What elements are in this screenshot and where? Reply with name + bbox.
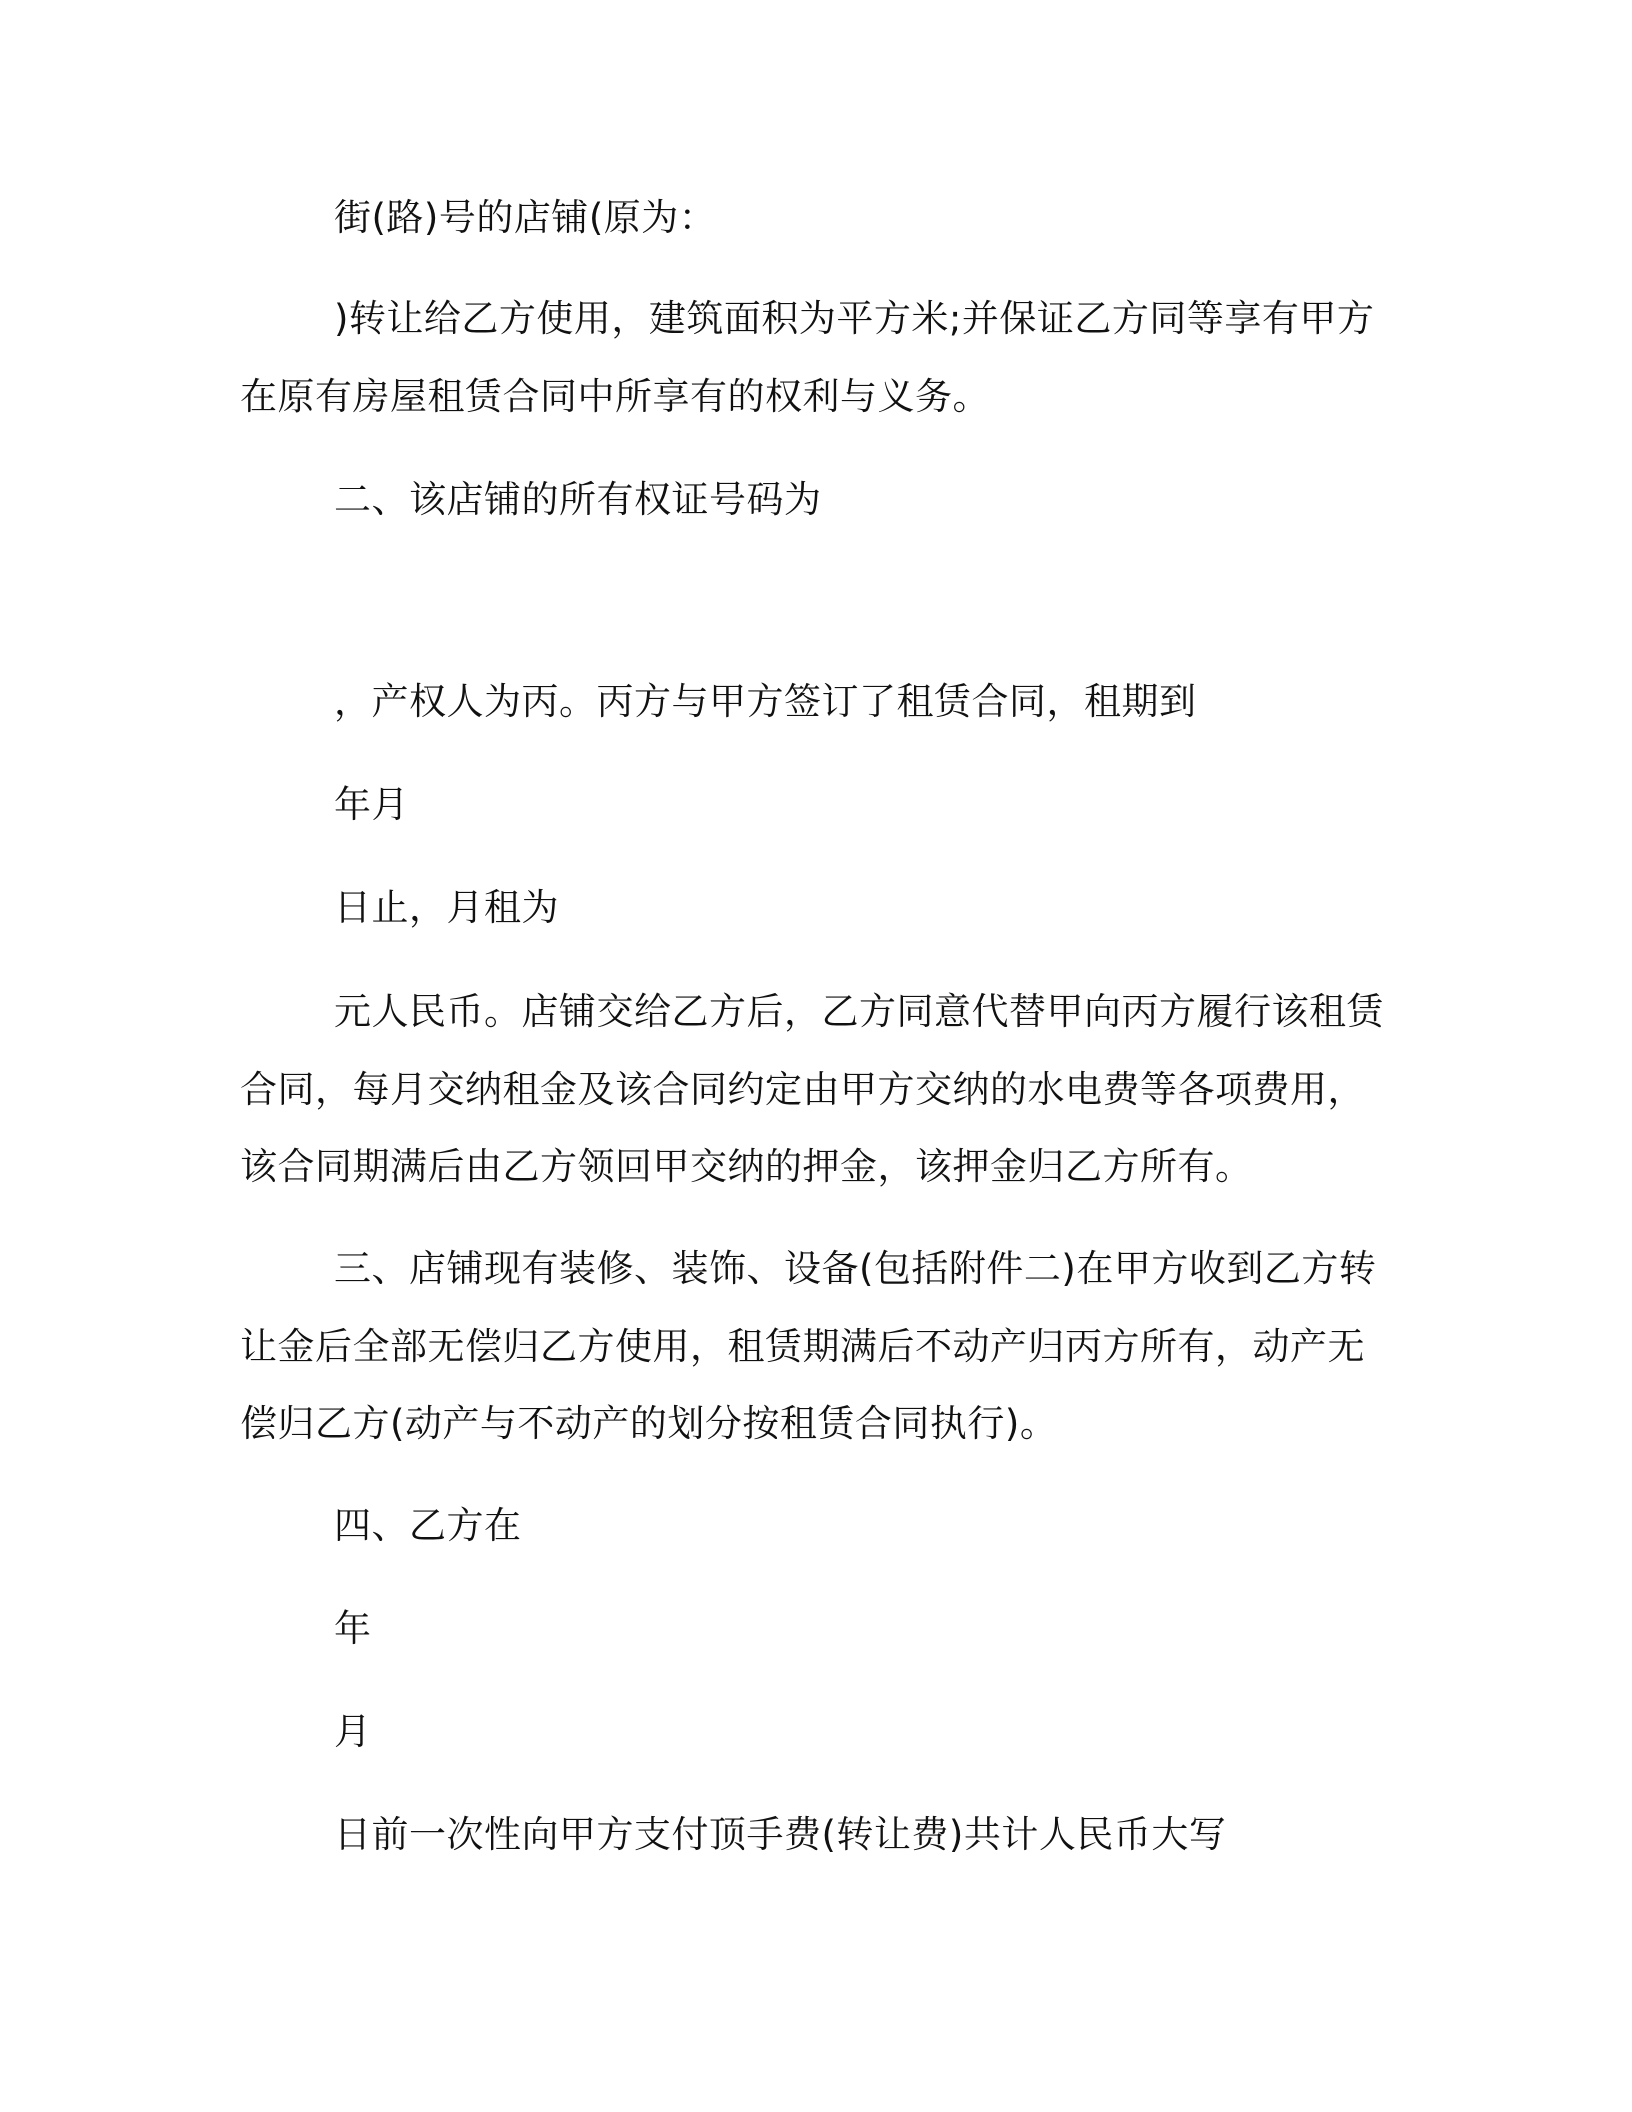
text-line-7: 日止，月租为 xyxy=(334,886,559,929)
section-3-heading: 三、店铺现有装修、装饰、设备(包括附件二)在甲方收到乙方转 xyxy=(334,1247,1377,1290)
text-line-8: 元人民币。店铺交给乙方后，乙方同意代替甲向丙方履行该租赁 xyxy=(334,990,1384,1033)
text-line-15: 年 xyxy=(334,1607,372,1650)
text-line-1: 街(路)号的店铺(原为： xyxy=(334,196,717,239)
text-line-3: 在原有房屋租赁合同中所享有的权利与义务。 xyxy=(240,375,990,418)
text-line-13: 偿归乙方(动产与不动产的划分按租赁合同执行)。 xyxy=(240,1402,1058,1445)
text-line-2: )转让给乙方使用，建筑面积为平方米;并保证乙方同等享有甲方 xyxy=(334,297,1375,340)
text-line-6: 年月 xyxy=(334,783,409,826)
text-line-10: 该合同期满后由乙方领回甲交纳的押金，该押金归乙方所有。 xyxy=(240,1145,1253,1188)
text-line-5: ，产权人为丙。丙方与甲方签订了租赁合同，租期到 xyxy=(334,680,1197,723)
section-4-heading: 四、乙方在 xyxy=(334,1504,522,1547)
text-line-12: 让金后全部无偿归乙方使用，租赁期满后不动产归丙方所有，动产无 xyxy=(240,1325,1365,1368)
text-line-17: 日前一次性向甲方支付顶手费(转让费)共计人民币大写 xyxy=(334,1813,1227,1856)
text-line-16: 月 xyxy=(334,1710,372,1753)
section-2-heading: 二、该店铺的所有权证号码为 xyxy=(334,478,822,521)
text-line-9: 合同，每月交纳租金及该合同约定由甲方交纳的水电费等各项费用， xyxy=(240,1068,1365,1111)
